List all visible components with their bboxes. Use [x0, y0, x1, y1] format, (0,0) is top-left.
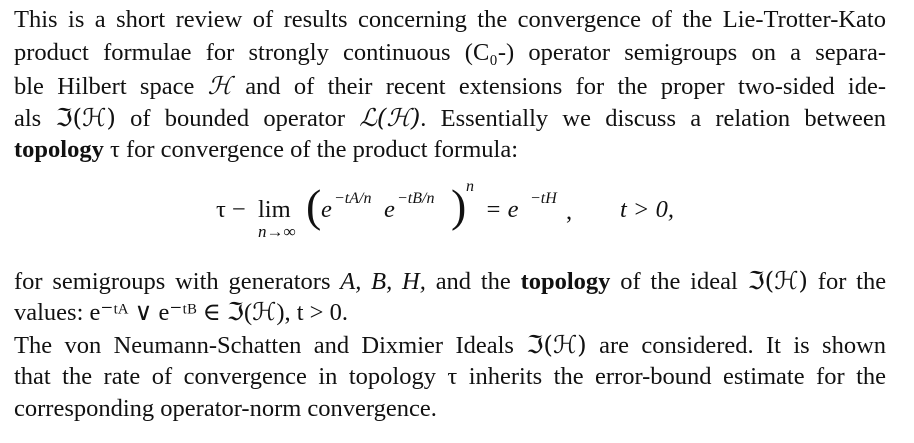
topology-term: topology [14, 136, 104, 163]
bounded-operators-symbol: ℒ(ℋ) [359, 103, 421, 132]
lim-operator: lim [258, 196, 291, 223]
ideal-symbol: ℑ(ℋ) [526, 330, 587, 359]
abstract-line-10: corresponding operator-norm convergence. [14, 395, 437, 422]
lim-subscript: n→∞ [258, 222, 296, 241]
exp-e-1: e [321, 196, 332, 223]
abstract-line-4 [14, 102, 886, 135]
exp-e-2-power: −tB/n [397, 190, 435, 207]
text-segment: are considered. It is shown [599, 332, 887, 359]
open-paren: ( [306, 180, 322, 231]
text-segment: and of their recent extensions for the proper two-sided ide- [245, 73, 887, 100]
text-segment: τ for convergence of the product formula: [109, 136, 519, 163]
text-segment: and the [435, 268, 511, 295]
formula-comma: , [566, 198, 573, 225]
close-paren: ) [451, 180, 467, 231]
ideal-symbol: ℑ(ℋ) [747, 266, 808, 295]
text-segment: of the ideal [620, 268, 738, 295]
rhs-power: −tH [530, 190, 557, 207]
abstract-line-2: product formulae for strongly continuous (C₀-) operator semigroups on a separa- [14, 39, 886, 66]
text-segment: The von Neumann-Schatten and Dixmier Ideals [14, 332, 514, 359]
text-segment: ble Hilbert space [14, 73, 195, 100]
exp-e-2: e [384, 196, 395, 223]
equals-e: = e [485, 196, 519, 223]
abstract-line-3 [14, 70, 886, 103]
text-segment: als [14, 105, 42, 132]
text-segment: of bounded operator [130, 105, 346, 132]
ideal-symbol: ℑ(ℋ) [55, 103, 116, 132]
abstract-line-5 [14, 134, 518, 166]
exp-e-1-power: −tA/n [334, 190, 372, 207]
tau-minus: τ − [216, 196, 246, 223]
abstract-line-7: values: e⁻ᵗᴬ ∨ e⁻ᵗᴮ ∈ ℑ(ℋ), t > 0. [14, 299, 349, 326]
topology-term: topology [520, 268, 611, 295]
product-formula [0, 174, 914, 246]
hilbert-space-symbol: ℋ [207, 71, 232, 100]
abstract-line-1: This is a short review of results concerning the convergence of the Lie-Trotter-Kato [14, 6, 886, 33]
outer-power: n [466, 178, 474, 195]
text-segment: for semigroups with generators [14, 268, 331, 295]
abstract-line-9: that the rate of convergence in topology τ inherits the error-bound estimate for the [14, 363, 886, 390]
abstract-line-6 [14, 265, 886, 298]
abstract-line-8 [14, 329, 886, 362]
text-segment: for the [817, 268, 887, 295]
text-segment: . Essentially we discuss a relation between [420, 105, 887, 132]
condition: t > 0, [620, 196, 674, 223]
generators: A, B, H, [340, 268, 426, 295]
